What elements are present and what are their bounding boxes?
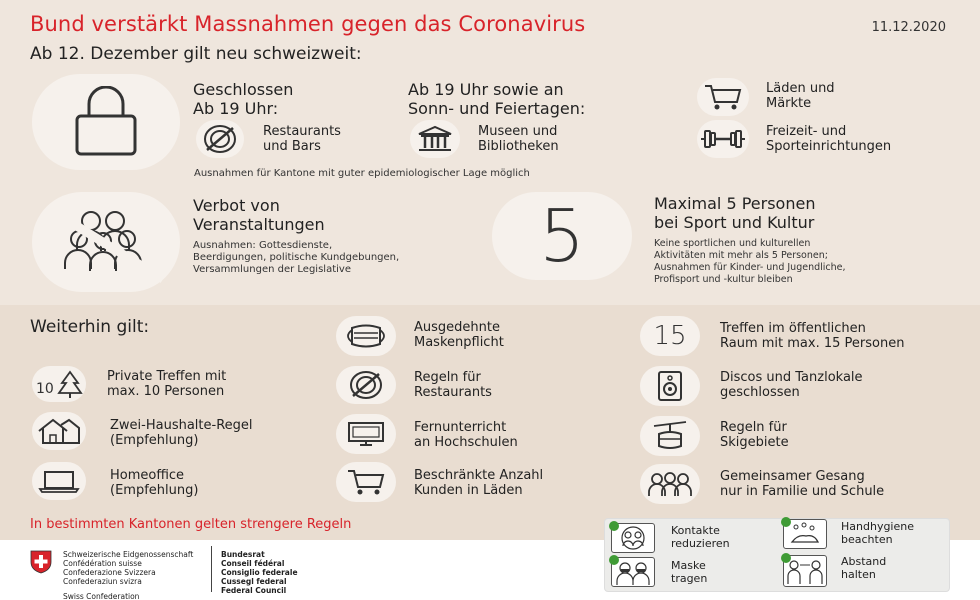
page-title: Bund verstärkt Massnahmen gegen das Coronavirus bbox=[30, 12, 586, 36]
crowd-crossed-icon bbox=[41, 199, 171, 285]
plate-icon-wrap bbox=[336, 366, 396, 404]
events-note: Ausnahmen: Gottesdienste, Beerdigungen, politische Kundgebungen, Versammlungen der Legislative bbox=[193, 240, 400, 275]
date-label: 11.12.2020 bbox=[871, 20, 946, 35]
house-icon-wrap bbox=[32, 412, 86, 450]
federal-council: Bundesrat Conseil fédéral Consiglio federale Cussegl federal Federal Council bbox=[221, 550, 298, 595]
speaker-icon bbox=[656, 370, 684, 402]
lock-icon bbox=[71, 86, 141, 158]
hygiene-card bbox=[604, 518, 950, 592]
shops-label: Läden und Märkte bbox=[766, 81, 835, 111]
five-circle bbox=[492, 192, 632, 280]
cart-icon bbox=[346, 468, 386, 496]
cart-icon bbox=[703, 83, 743, 111]
choir-icon-wrap bbox=[640, 464, 700, 504]
limited-customers-label: Beschränkte Anzahl Kunden in Läden bbox=[414, 468, 544, 498]
restaurant-rules-label: Regeln für Restaurants bbox=[414, 370, 492, 400]
check-icon bbox=[781, 553, 791, 563]
tree-icon-wrap bbox=[32, 366, 86, 402]
choir-icon bbox=[647, 470, 693, 498]
max-persons-note: Keine sportlichen und kulturellen Aktivitäten mit mehr als 5 Personen; Ausnahmen für Kinder- und Jugendliche, Profisport und -kultur bleiben bbox=[654, 238, 846, 285]
distance-icon-box bbox=[783, 555, 827, 587]
gondola-icon bbox=[652, 420, 688, 452]
subtitle: Ab 12. Dezember gilt neu schweizweit: bbox=[30, 44, 362, 64]
mask-obligation-label: Ausgedehnte Maskenpflicht bbox=[414, 320, 504, 350]
dumbbell-icon bbox=[701, 128, 745, 150]
five-number: 5 bbox=[539, 194, 585, 278]
fifteen-icon: 15 bbox=[653, 321, 687, 351]
monitor-icon bbox=[346, 420, 386, 448]
max-persons-heading: Maximal 5 Personen bei Sport und Kultur bbox=[654, 194, 816, 232]
events-circle bbox=[32, 192, 180, 292]
fifteen-icon-wrap bbox=[640, 316, 700, 356]
check-icon bbox=[609, 555, 619, 565]
monitor-icon-wrap bbox=[336, 414, 396, 454]
sport-label: Freizeit- und Sporteinrichtungen bbox=[766, 124, 892, 154]
private-meetings-label: Private Treffen mit max. 10 Personen bbox=[107, 369, 227, 399]
ski-label: Regeln für Skigebiete bbox=[720, 420, 789, 450]
sunday-heading: Ab 19 Uhr sowie an Sonn- und Feiertagen: bbox=[408, 80, 586, 118]
singing-label: Gemeinsamer Gesang nur in Familie und Schule bbox=[720, 469, 885, 499]
public-meetings-label: Treffen im öffentlichen Raum mit max. 15 Personen bbox=[720, 321, 905, 351]
hands-label: Handhygiene beachten bbox=[841, 520, 914, 546]
house-icon bbox=[37, 417, 81, 445]
laptop-icon-wrap bbox=[32, 462, 86, 500]
closed-heading: Geschlossen Ab 19 Uhr: bbox=[193, 80, 294, 118]
events-heading: Verbot von Veranstaltungen bbox=[193, 196, 325, 234]
speaker-icon-wrap bbox=[640, 366, 700, 406]
mask-label: Maske tragen bbox=[671, 559, 708, 585]
shop-icon-wrap bbox=[697, 78, 749, 116]
cart-icon-wrap bbox=[336, 462, 396, 502]
homeoffice-label: Homeoffice (Empfehlung) bbox=[110, 468, 199, 498]
laptop-icon bbox=[38, 469, 80, 493]
svg-text:10: 10 bbox=[36, 381, 54, 397]
plate-icon bbox=[349, 370, 383, 400]
exception-note: Ausnahmen für Kantone mit guter epidemiologischer Lage möglich bbox=[194, 168, 530, 179]
swiss-shield-logo bbox=[30, 550, 52, 574]
restaurants-label: Restaurants und Bars bbox=[263, 124, 341, 154]
sport-icon-wrap bbox=[697, 120, 749, 158]
discos-label: Discos und Tanzlokale geschlossen bbox=[720, 370, 863, 400]
mask-icon-box bbox=[611, 557, 655, 587]
museum-icon bbox=[417, 125, 453, 153]
gondola-icon-wrap bbox=[640, 416, 700, 456]
swiss-flag-icon bbox=[30, 550, 52, 574]
cantons-note: In bestimmten Kantonen gelten strengere Regeln bbox=[30, 517, 352, 532]
tree-icon bbox=[34, 369, 84, 399]
federation-names: Schweizerische Eidgenossenschaft Confédération suisse Confederazione Svizzera Confederaziun svizra Swiss Confederation bbox=[63, 550, 194, 600]
two-households-label: Zwei-Haushalte-Regel (Empfehlung) bbox=[110, 418, 253, 448]
mask-icon-wrap bbox=[336, 316, 396, 356]
check-icon bbox=[781, 517, 791, 527]
mask-icon bbox=[342, 322, 390, 350]
still-valid-heading: Weiterhin gilt: bbox=[30, 317, 150, 337]
plate-icon bbox=[203, 124, 237, 154]
footer-divider bbox=[211, 546, 212, 592]
restaurant-icon-wrap bbox=[196, 120, 244, 158]
remote-learning-label: Fernunterricht an Hochschulen bbox=[414, 420, 518, 450]
lock-circle bbox=[32, 74, 180, 170]
hands-icon-box bbox=[783, 519, 827, 549]
museum-icon-wrap bbox=[410, 120, 460, 158]
distance-label: Abstand halten bbox=[841, 555, 887, 581]
contacts-label: Kontakte reduzieren bbox=[671, 524, 730, 550]
museums-label: Museen und Bibliotheken bbox=[478, 124, 559, 154]
check-icon bbox=[609, 521, 619, 531]
contacts-icon-box bbox=[611, 523, 655, 553]
